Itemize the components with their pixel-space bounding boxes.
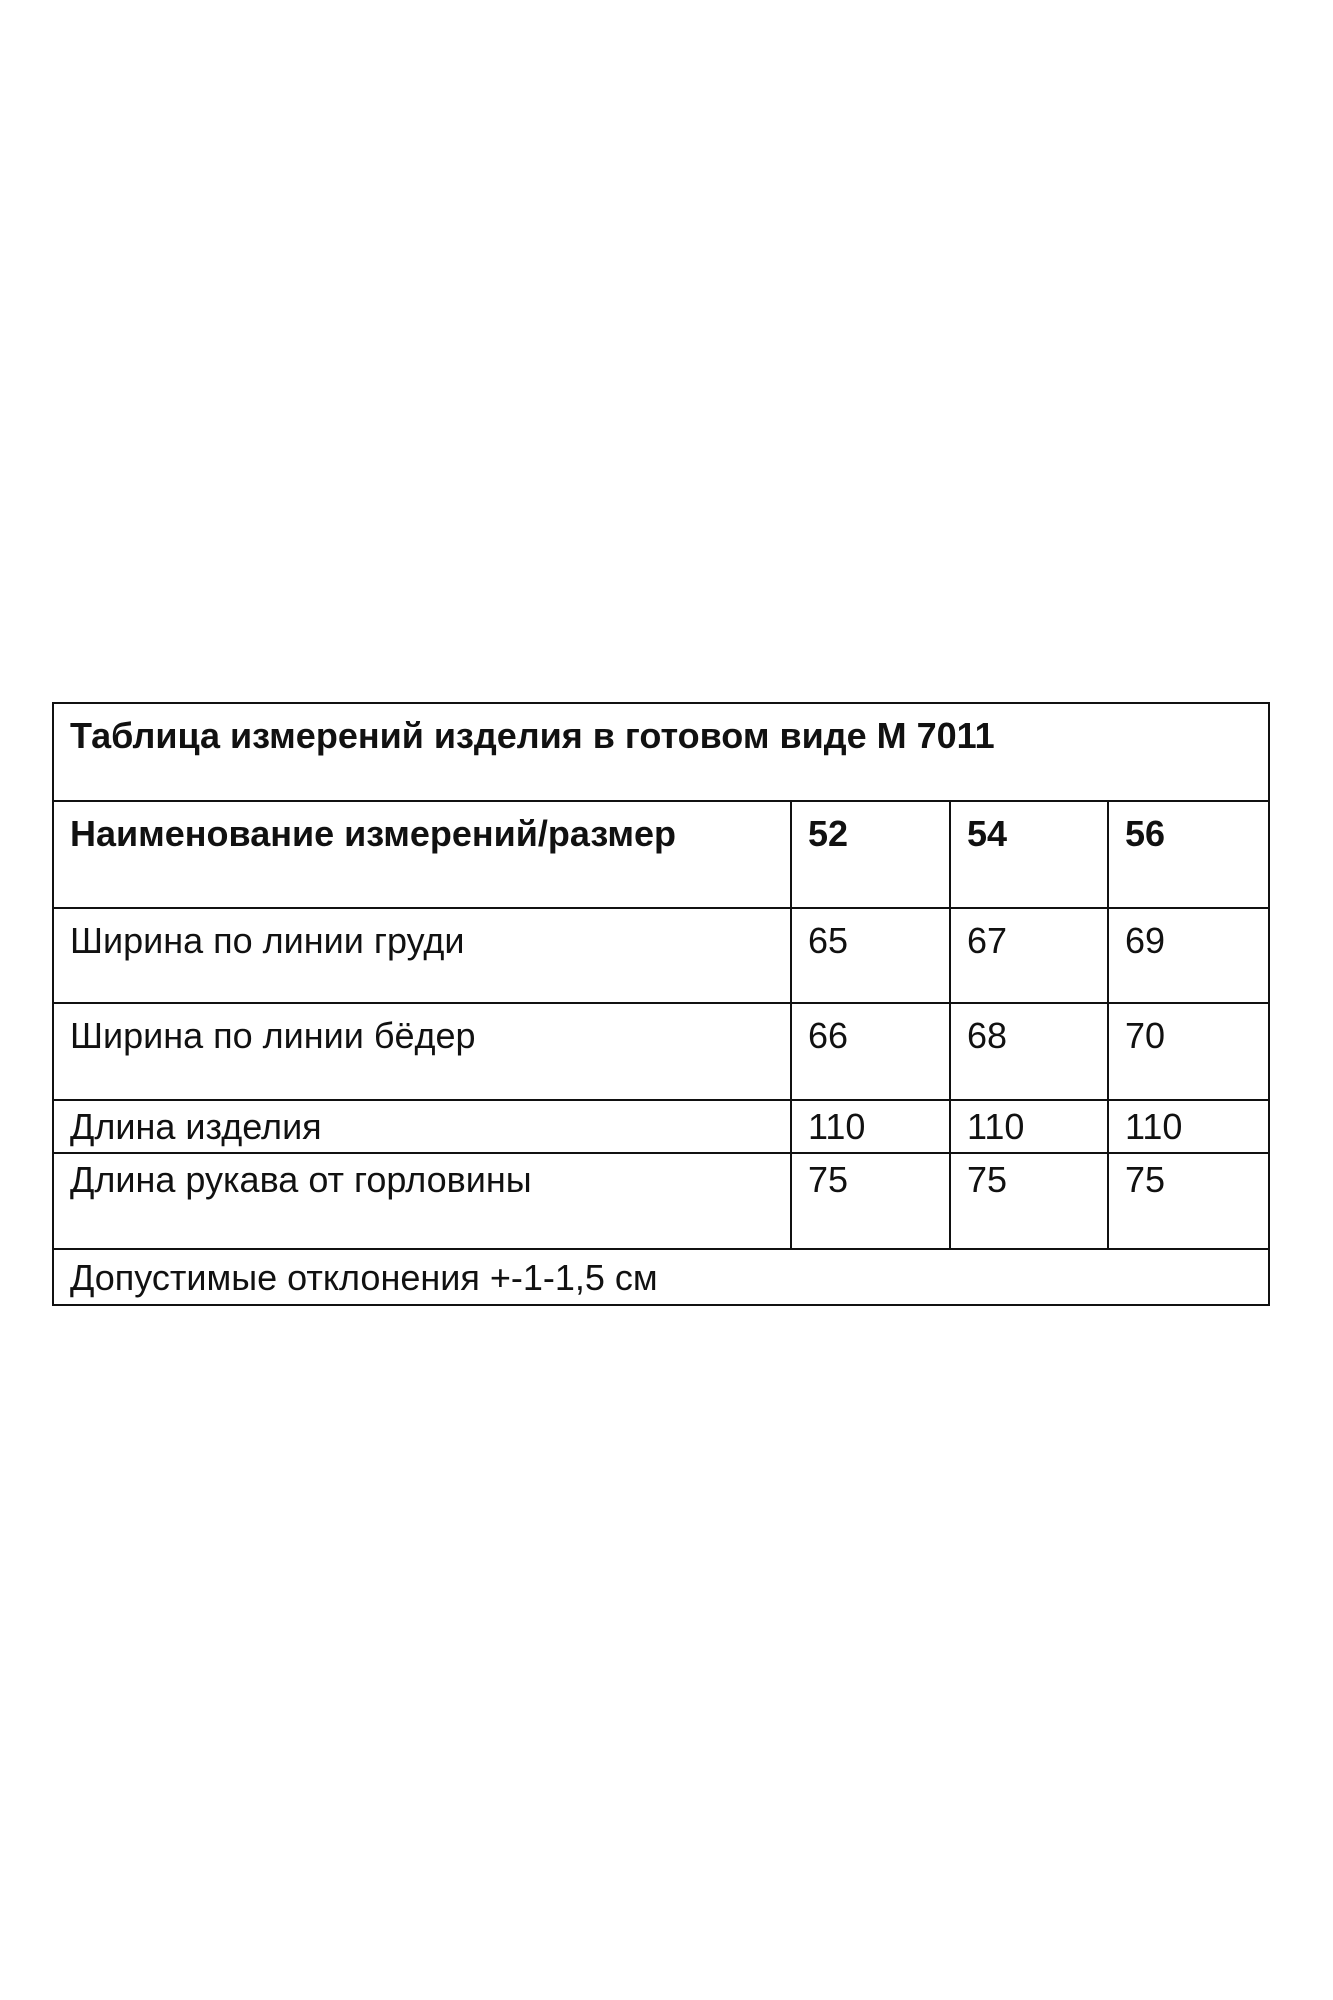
table-title-row [53, 703, 1269, 801]
row-value: 110 [950, 1100, 1108, 1153]
table-row [53, 908, 1269, 1003]
size-header: 52 [791, 801, 950, 908]
size-header: 54 [950, 801, 1108, 908]
row-value: 110 [791, 1100, 950, 1153]
row-value: 68 [950, 1003, 1108, 1100]
measurement-table [52, 702, 1270, 1306]
row-value: 75 [1108, 1153, 1269, 1249]
row-value: 67 [950, 908, 1108, 1003]
row-label: Ширина по линии груди [53, 908, 791, 1003]
header-label: Наименование измерений/размер [53, 801, 791, 908]
size-header: 56 [1108, 801, 1269, 908]
table-row [53, 1003, 1269, 1100]
row-value: 69 [1108, 908, 1269, 1003]
table-row [53, 1100, 1269, 1153]
row-value: 75 [950, 1153, 1108, 1249]
row-value: 75 [791, 1153, 950, 1249]
table-title: Таблица измерений изделия в готовом виде М 7011 [53, 703, 1269, 801]
table-row [53, 1153, 1269, 1249]
table-footer-row [53, 1249, 1269, 1305]
row-label: Длина изделия [53, 1100, 791, 1153]
row-value: 66 [791, 1003, 950, 1100]
row-label: Ширина по линии бёдер [53, 1003, 791, 1100]
row-value: 65 [791, 908, 950, 1003]
row-value: 70 [1108, 1003, 1269, 1100]
row-label: Длина рукава от горловины [53, 1153, 791, 1249]
table-header-row [53, 801, 1269, 908]
tolerance-note: Допустимые отклонения +-1-1,5 см [53, 1249, 1269, 1305]
row-value: 110 [1108, 1100, 1269, 1153]
